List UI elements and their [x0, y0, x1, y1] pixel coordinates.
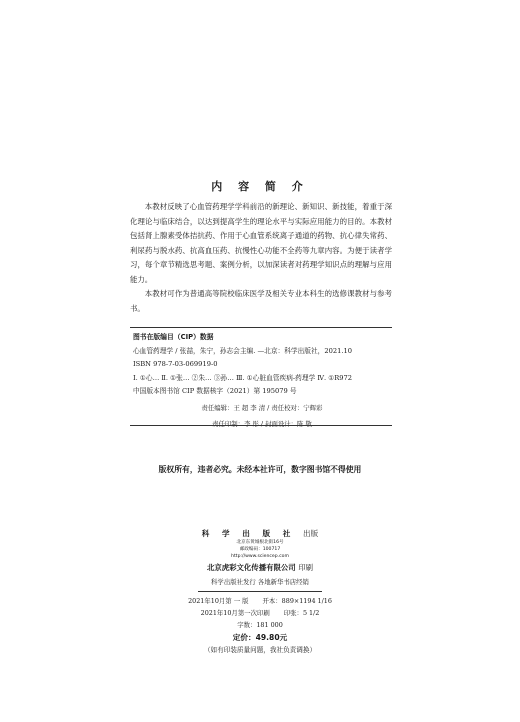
publisher-website: http://www.sciencep.com [231, 554, 289, 559]
cip-heading: 图书在版编目（CIP）数据 [133, 333, 214, 341]
cip-isbn: ISBN 978-7-03-069919-0 [133, 360, 218, 369]
intro-text [130, 200, 392, 316]
colophon-rule [198, 591, 322, 592]
cip-top-rule [130, 327, 392, 328]
printing-date: 2021年10月第一次印刷 [200, 609, 270, 617]
intro-title: 内 容 简 介 [211, 180, 309, 193]
price: 定价：49.80元 [232, 633, 288, 642]
publisher-line [0, 528, 520, 539]
quality-note: （如有印装质量问题，我社负责调换） [203, 646, 317, 654]
rights-notice: 版权所有，违者必究。未经本社许可，数字图书馆不得使用 [158, 465, 362, 474]
format-size: 开本：889×1194 1/16 [262, 597, 332, 605]
cip-title-line: 心血管药理学 / 张喆，朱宁，孙志会主编. —北京：科学出版社，2021.10 [133, 346, 352, 355]
printer-line [0, 562, 520, 573]
printing-line [0, 607, 520, 619]
publisher-role: 出版 [303, 529, 319, 538]
edition-date: 2021年10月第 一 版 [188, 597, 249, 605]
word-count: 字数：181 000 [237, 621, 283, 629]
cip-bottom-rule [130, 425, 392, 426]
cip-record: 中国版本图书馆 CIP 数据核字（2021）第 195079 号 [133, 387, 297, 396]
cip-block [133, 331, 391, 399]
staff-editors: 责任编辑：王 超 李 清 / 责任校对：宁辉彩 [201, 404, 323, 412]
intro-paragraph: 本教材可作为普通高等院校临床医学及相关专业本科生的选修课教材与参考书。 [130, 289, 392, 313]
intro-paragraph: 本教材反映了心血管药理学学科前沿的新理论、新知识、新技能，着重于深化理论与临床结合，以达到提高学生的理论水平与实际应用能力的目的。本教材包括肾上腺素受体拮抗药、作用于心血管系统离子通道的药物、抗心律失常药、利尿药与脱水药、抗高血压药、抗慢性心功能不全药等九章内容。为便于读者学习，每个章节精选思考题、案例分析，以加深读者对药理学知识点的理解与应用能力。 [130, 202, 392, 284]
edition-line [0, 595, 520, 607]
colophon [0, 528, 520, 656]
sheet-count: 印张：5 1/2 [283, 609, 320, 617]
publisher-address: 北京东黄城根北街16号 [236, 540, 284, 545]
printer-role: 印刷 [298, 563, 314, 572]
publisher-postcode: 邮政编码：100717 [239, 547, 281, 552]
cip-classification: Ⅰ. ①心… Ⅱ. ①张… ②朱… ③孙… Ⅲ. ①心脏血管疾病-药理学 Ⅳ. ①R972 [133, 373, 353, 382]
staff-production: 责任印制：李 彤 / 封面设计：陈 敬 [212, 420, 312, 428]
printer-name: 北京虎彩文化传播有限公司 [206, 563, 296, 572]
distribution-line: 科学出版社发行 各地新华书店经销 [211, 578, 309, 586]
publisher-name: 科 学 出 版 社 [201, 529, 296, 538]
